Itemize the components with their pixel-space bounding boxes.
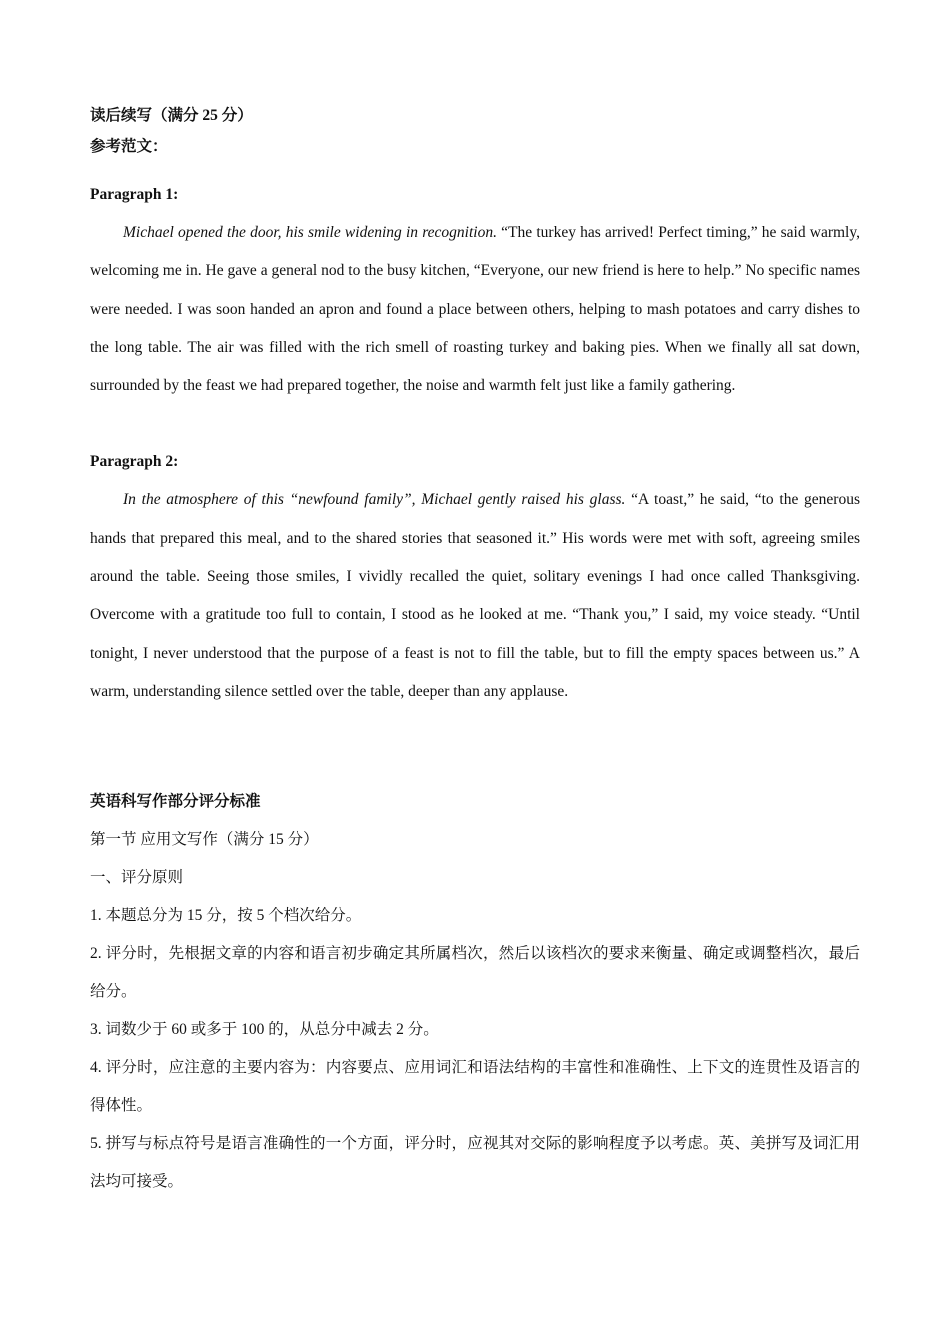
principle-item-3: 3. 词数少于 60 或多于 100 的，从总分中减去 2 分。 xyxy=(90,1021,439,1039)
paragraph-2-body: “A toast,” he said, “to the generous hands that prepared this meal, and to the shared stories that seasoned it.” His words were met with soft, agreeing smiles around the table. Seeing those smiles, I vividly recalled the quiet, solitary evenings I had once called Thanksgiving. Overcome with a gratitude too full to contain, I stood as he looked at me. “Thank you,” I said, my voice steady. “Until tonight, I never understood that the purpose of a feast is not to fill the table, but to fill the empty spaces between us.” A warm, understanding silence settled over the table, deeper than any applause. xyxy=(90,491,861,700)
principles-heading: 一、评分原则 xyxy=(90,869,184,887)
paragraph-2-text xyxy=(90,481,860,711)
paragraph-2-label: Paragraph 2: xyxy=(90,453,179,471)
principle-item-1: 1. 本题总分为 15 分，按 5 个档次给分。 xyxy=(90,907,362,925)
principle-item-2: 2. 评分时，先根据文章的内容和语言初步确定其所属档次，然后以该档次的要求来衡量、确定或调整档次，最后给分。 xyxy=(90,945,860,1001)
paragraph-1-text xyxy=(90,214,860,405)
paragraph-1-body: “The turkey has arrived! Perfect timing,” he said warmly, welcoming me in. He gave a general nod to the busy kitchen, “Everyone, our new friend is here to help.” No specific names were needed. I was soon handed an apron and found a place between others, helping to mash potatoes and carry dishes to the long table. The air was filled with the rich smell of roasting turkey and baking pies. When we finally all sat down, surrounded by the feast we had prepared together, the noise and warmth felt just like a family gathering. xyxy=(90,224,860,395)
paragraph-1-label: Paragraph 1: xyxy=(90,186,179,203)
principle-item-5: 5. 拼写与标点符号是语言准确性的一个方面，评分时，应视其对交际的影响程度予以考虑。英、美拼写及词汇用法均可接受。 xyxy=(90,1135,860,1191)
section-title: 读后续写（满分 25 分） xyxy=(90,107,253,124)
document-page xyxy=(90,100,860,1201)
sample-essay-label: 参考范文： xyxy=(90,138,168,155)
paragraph-1-lead: Michael opened the door, his smile widening in recognition. xyxy=(123,224,497,241)
principle-item-4: 4. 评分时，应注意的主要内容为：内容要点、应用词汇和语法结构的丰富性和准确性、上下文的连贯性及语言的得体性。 xyxy=(90,1059,860,1115)
scoring-section: 第一节 应用文写作（满分 15 分） xyxy=(90,831,319,849)
paragraph-2-lead: In the atmosphere of this “newfound family”, Michael gently raised his glass. xyxy=(123,491,626,509)
scoring-title: 英语科写作部分评分标准 xyxy=(90,793,261,811)
